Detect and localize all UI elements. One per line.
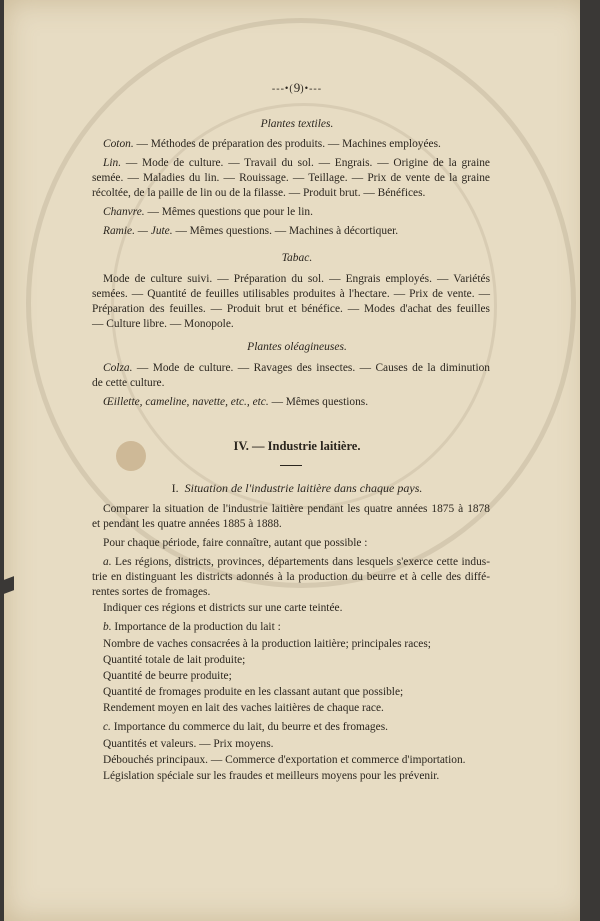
- para-coton: Coton. — Méthodes de préparation des produits. — Machines employées.: [103, 138, 441, 150]
- list-item-b-4: Quantité de fromages produite en les classant autant que possible;: [103, 686, 404, 698]
- heading-plantes-textiles: Plantes textiles.: [260, 118, 334, 130]
- list-item-c-2: Débouchés principaux. — Commerce d'exportation et commerce d'importation.: [103, 754, 466, 766]
- para-a-3: rentes sortes de fromages.: [92, 586, 211, 598]
- para-lin-1: Lin. — Mode de culture. — Travail du sol. — Engrais. — Origine de la graine: [103, 157, 490, 169]
- para-lin-2: semée. — Maladies du lin. — Rouissage. — Teillage. — Prix de vente de la graine: [92, 172, 490, 184]
- para-ramie: Ramie. — Jute. — Mêmes questions. — Machines à décortiquer.: [103, 225, 399, 237]
- para-c: c. Importance du commerce du lait, du beurre et des fromages.: [103, 721, 388, 733]
- para-tabac-2: semées. — Quantité de feuilles utilisables produites à l'hectare. — Prix de vente. —: [92, 288, 490, 300]
- document-page: [4, 0, 590, 921]
- section-title-iv: IV. — Industrie laitière.: [233, 439, 361, 453]
- list-item-c-1: Quantités et valeurs. — Prix moyens.: [103, 738, 274, 750]
- para-tabac-4: — Culture libre. — Monopole.: [92, 318, 234, 330]
- para-tabac-3: Préparation des feuilles. — Produit brut et bénéfice. — Modes d'achat des feuilles: [92, 303, 490, 315]
- para-tabac-1: Mode de culture suivi. — Préparation du sol. — Engrais employés. — Variétés: [103, 273, 490, 285]
- list-item-b-2: Quantité totale de lait produite;: [103, 654, 246, 666]
- subsection-title: I. Situation de l'industrie laitière dans chaque pays.: [171, 481, 423, 495]
- list-item-b-5: Rendement moyen en lait des vaches laitières de chaque race.: [103, 702, 384, 714]
- para-comparer-2: et pendant les quatre années 1885 à 1888.: [92, 518, 282, 530]
- section-rule: [280, 465, 302, 466]
- list-item-c-3: Législation spéciale sur les fraudes et meilleurs moyens pour les prévenir.: [103, 770, 440, 782]
- para-comparer-1: Comparer la situation de l'industrie laitière pendant les quatre années 1875 à 1878: [103, 503, 490, 515]
- heading-tabac: Tabac.: [281, 252, 313, 264]
- para-indiquer: Indiquer ces régions et districts sur une carte teintée.: [103, 602, 343, 614]
- para-oeillette: Œillette, cameline, navette, etc., etc. — Mêmes questions.: [103, 396, 369, 408]
- para-pour-chaque: Pour chaque période, faire connaître, autant que possible :: [103, 537, 368, 549]
- list-item-b-3: Quantité de beurre produite;: [103, 670, 232, 682]
- list-item-b-1: Nombre de vaches consacrées à la production laitière; principales races;: [103, 638, 431, 650]
- heading-plantes-oleagineuses: Plantes oléagineuses.: [247, 341, 347, 353]
- para-a-2: trie en distinguant les districts adonnés à la production du beurre et à celle des diffé-: [92, 571, 490, 583]
- para-lin-3: récoltée, de la paille de lin ou de la filasse. — Produit brut. — Bénéfices.: [92, 187, 426, 199]
- para-a-1: a. Les régions, districts, provinces, départements dans lesquels s'exerce cette indus-: [103, 556, 490, 568]
- para-b: b. Importance de la production du lait :: [103, 621, 281, 633]
- page-number: ---•(9)•---: [271, 80, 323, 95]
- para-chanvre: Chanvre. — Mêmes questions que pour le lin.: [103, 206, 313, 218]
- para-colza-1: Colza. — Mode de culture. — Ravages des insectes. — Causes de la diminution: [103, 362, 490, 374]
- para-colza-2: de cette culture.: [92, 377, 165, 389]
